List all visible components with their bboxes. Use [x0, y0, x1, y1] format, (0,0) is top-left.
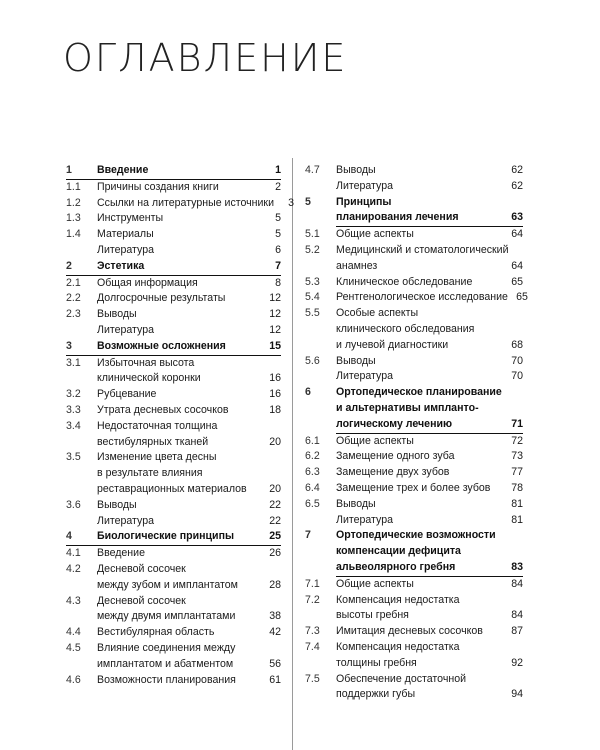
toc-entry: [305, 449, 523, 465]
toc-page-number: 28: [269, 578, 281, 591]
toc-title: Десневой сосочек: [97, 594, 186, 607]
toc-entry: [66, 276, 281, 292]
toc-number: 4: [66, 530, 72, 543]
toc-page-number: 62: [511, 164, 523, 176]
toc-title: Общие аспекты: [336, 577, 414, 590]
toc-entry: [305, 434, 523, 450]
toc-title: компенсации дефицита: [336, 545, 461, 558]
toc-page-number: 94: [511, 688, 523, 701]
toc-title: Общие аспекты: [336, 228, 414, 241]
toc-chapter: [66, 163, 281, 180]
toc-page-number: 72: [511, 434, 523, 447]
toc-page-number: 81: [511, 497, 523, 510]
toc-number: [66, 514, 97, 530]
toc-entry: [66, 356, 281, 388]
toc-title: Ортопедические возможности: [336, 529, 496, 542]
toc-number: 3.4: [66, 419, 81, 432]
toc-title: Компенсация недостатка: [336, 593, 460, 606]
toc-title: Литература: [336, 513, 393, 526]
toc-number: 4.5: [66, 641, 81, 654]
toc-title: Ссылки на литературные источники: [97, 196, 274, 209]
toc-entry: [66, 625, 281, 641]
toc-entry: [305, 354, 523, 370]
toc-page-number: 1: [275, 164, 281, 176]
toc-number: 7.2: [305, 593, 320, 606]
toc-page-number: 16: [269, 372, 281, 385]
toc-entry: [305, 624, 523, 640]
toc-number: [66, 323, 97, 339]
toc-entry: [66, 387, 281, 403]
toc-chapter: [305, 528, 523, 576]
toc-chapter: [66, 339, 281, 356]
toc-page-number: 64: [511, 259, 523, 272]
toc-page-number: 61: [269, 673, 281, 686]
toc-page-number: 5: [275, 228, 281, 241]
toc-number: 4.4: [66, 626, 81, 639]
toc-entry: [305, 497, 523, 513]
toc-number: 5.2: [305, 243, 320, 256]
toc-title: логическому лечению: [336, 417, 453, 430]
toc-title: Изменение цвета десны: [97, 451, 217, 464]
toc-entry: [66, 673, 281, 689]
toc-chapter: [305, 195, 523, 228]
toc-number: 6.1: [305, 434, 320, 447]
toc-chapter: [66, 529, 281, 546]
toc-title: клинического обследования: [336, 322, 475, 335]
toc-title: альвеолярного гребня: [336, 560, 456, 573]
toc-title: Выводы: [336, 354, 376, 367]
toc-number: [66, 243, 97, 259]
toc-number: 7.1: [305, 577, 320, 590]
toc-title: Литература: [336, 370, 393, 383]
toc-page-number: 22: [269, 514, 281, 527]
toc-title: анамнез: [336, 259, 378, 272]
toc-page-number: 70: [511, 370, 523, 383]
toc-number: 3.1: [66, 356, 81, 369]
toc-entry: [305, 163, 523, 179]
toc-chapter: [66, 259, 281, 276]
toc-page-number: 12: [269, 323, 281, 336]
toc-title: Имитация десневых сосочков: [336, 625, 483, 638]
toc-title: Особые аспекты: [336, 307, 419, 320]
toc-entry: [305, 243, 523, 275]
toc-page-number: 63: [511, 211, 523, 224]
toc-page-number: 92: [511, 656, 523, 669]
toc-left-column: [66, 163, 294, 688]
toc-entry: [305, 593, 523, 625]
toc-title: и лучевой диагностики: [336, 338, 449, 351]
toc-title: Компенсация недостатка: [336, 640, 460, 653]
toc-page-number: 68: [511, 338, 523, 351]
toc-page-number: 56: [269, 657, 281, 670]
toc-page-number: 81: [511, 513, 523, 526]
toc-entry: [66, 323, 281, 339]
toc-title: Выводы: [336, 497, 376, 510]
toc-page-number: 65: [516, 291, 528, 304]
toc-title: Литература: [97, 514, 154, 527]
toc-page-number: 6: [275, 243, 281, 256]
toc-number: 2.1: [66, 276, 81, 289]
toc-title: Замещение двух зубов: [336, 466, 450, 479]
toc-entry: [305, 577, 523, 593]
toc-page-number: 16: [269, 388, 281, 401]
toc-title: Недостаточная толщина: [97, 419, 218, 432]
toc-number: 3.6: [66, 498, 81, 511]
toc-title: Медицинский и стоматологический: [336, 243, 509, 256]
toc-number: 6.3: [305, 466, 320, 479]
toc-number: 5.5: [305, 307, 320, 320]
toc-entry: [66, 562, 281, 594]
toc-page-number: 18: [269, 403, 281, 416]
toc-page-number: 65: [511, 275, 523, 288]
toc-title: клинической коронки: [97, 372, 201, 385]
toc-number: 7.4: [305, 640, 320, 653]
toc-entry: [305, 481, 523, 497]
toc-title: Возможные осложнения: [97, 339, 226, 352]
toc-page-number: 12: [269, 292, 281, 305]
toc-entry: [66, 594, 281, 626]
toc-title: высоты гребня: [336, 609, 409, 622]
toc-number: [305, 369, 336, 385]
column-divider: [292, 158, 293, 750]
toc-number: 5.1: [305, 228, 320, 241]
toc-title: Избыточная высота: [97, 356, 195, 369]
toc-number: 3.2: [66, 388, 81, 401]
toc-title: Общая информация: [97, 276, 198, 289]
toc-number: 6.2: [305, 450, 320, 463]
toc-title: между двумя имплантатами: [97, 610, 236, 623]
toc-page-number: 83: [511, 560, 523, 573]
toc-title: Общие аспекты: [336, 434, 414, 447]
toc-title: Десневой сосочек: [97, 562, 186, 575]
toc-title: Замещение трех и более зубов: [336, 481, 491, 494]
toc-page-number: 20: [269, 435, 281, 448]
toc-entry: [66, 227, 281, 243]
toc-page-number: 12: [269, 308, 281, 321]
toc-entry: [66, 307, 281, 323]
toc-page-number: 26: [269, 547, 281, 560]
toc-title: Утрата десневых сосочков: [97, 403, 229, 416]
toc-title: поддержки губы: [336, 688, 416, 701]
toc-number: 5: [305, 195, 311, 208]
toc-entry: [66, 291, 281, 307]
toc-number: 2.3: [66, 308, 81, 321]
toc-title: Введение: [97, 547, 145, 560]
toc-page-number: 20: [269, 482, 281, 495]
toc-title: между зубом и имплантатом: [97, 578, 238, 591]
toc-page-number: 42: [269, 626, 281, 639]
toc-page-number: 78: [511, 481, 523, 494]
toc-title: Ортопедическое планирование: [336, 386, 502, 399]
toc-title: Выводы: [97, 498, 137, 511]
toc-title: реставрационных материалов: [97, 482, 247, 495]
toc-title: Литература: [97, 243, 154, 256]
toc-entry: [66, 196, 294, 212]
toc-title: Литература: [336, 179, 393, 192]
toc-number: 3: [66, 339, 72, 352]
toc-title: Литература: [97, 323, 154, 336]
toc-title: и альтернативы имплантo-: [336, 401, 479, 414]
toc-title: Принципы: [336, 195, 392, 208]
toc-page-number: 8: [275, 276, 281, 289]
toc-number: 4.7: [305, 164, 320, 176]
toc-title: Вестибулярная область: [97, 626, 215, 639]
toc-page-number: 25: [269, 530, 281, 543]
toc-number: 2.2: [66, 292, 81, 305]
toc-page-number: 22: [269, 498, 281, 511]
toc-title: Рубцевание: [97, 388, 157, 401]
toc-title: имплантатом и абатментом: [97, 657, 234, 670]
toc-page-number: 2: [275, 180, 281, 193]
toc-entry: [305, 465, 523, 481]
toc-number: 3.3: [66, 403, 81, 416]
toc-title: Биологические принципы: [97, 530, 235, 543]
toc-number: 7.3: [305, 625, 320, 638]
toc-entry: [66, 211, 281, 227]
toc-page-number: 38: [269, 610, 281, 623]
toc-title: Влияние соединения между: [97, 641, 236, 654]
toc-title: Инструменты: [97, 212, 164, 225]
toc-number: 1.2: [66, 196, 81, 209]
toc-title: в результате влияния: [97, 467, 203, 480]
toc-entry: [305, 275, 523, 291]
toc-number: [305, 513, 336, 529]
toc-page-number: 15: [269, 339, 281, 352]
toc-number: [305, 179, 336, 195]
toc-title: Введение: [97, 164, 149, 176]
toc-page-number: 62: [511, 179, 523, 192]
toc-page-number: 3: [288, 196, 294, 209]
toc-number: 4.1: [66, 547, 81, 560]
toc-entry: [66, 419, 281, 451]
toc-number: 5.4: [305, 291, 320, 304]
page-title: ОГЛАВЛЕНИЕ: [63, 36, 348, 80]
toc-title: вестибулярных тканей: [97, 435, 209, 448]
toc-entry: [305, 369, 523, 385]
toc-number: 5.6: [305, 354, 320, 367]
toc-title: Выводы: [97, 308, 137, 321]
toc-number: 1.4: [66, 228, 81, 241]
toc-entry: [66, 546, 281, 562]
toc-number: 7: [305, 529, 311, 542]
toc-title: Возможности планирования: [97, 673, 236, 686]
toc-title: Причины создания книги: [97, 180, 219, 193]
toc-page-number: 70: [511, 354, 523, 367]
toc-entry: [66, 243, 281, 259]
toc-number: 3.5: [66, 451, 81, 464]
toc-number: 4.2: [66, 562, 81, 575]
toc-entry: [66, 641, 281, 673]
toc-number: 1: [66, 164, 72, 176]
toc-number: 6.4: [305, 481, 320, 494]
toc-entry: [66, 403, 281, 419]
toc-entry: [305, 179, 523, 195]
toc-page-number: 87: [511, 625, 523, 638]
toc-page-number: 77: [511, 466, 523, 479]
toc-title: Обеспечение достаточной: [336, 672, 467, 685]
toc-title: Материалы: [97, 228, 154, 241]
toc-page-number: 84: [511, 577, 523, 590]
toc-title: Эстетика: [97, 259, 145, 272]
toc-entry: [305, 672, 523, 704]
toc-number: 1.1: [66, 180, 81, 193]
toc-entry: [305, 513, 523, 529]
toc-entry: [305, 227, 523, 243]
toc-entry: [66, 514, 281, 530]
toc-entry: [66, 180, 281, 196]
toc-number: 5.3: [305, 275, 320, 288]
toc-number: 6: [305, 386, 311, 399]
toc-title: Рентгенологическое исследование: [336, 291, 508, 304]
toc-number: 1.3: [66, 212, 81, 225]
toc-title: Клиническое обследование: [336, 275, 473, 288]
toc-title: толщины гребня: [336, 656, 417, 669]
toc-chapter: [305, 385, 523, 433]
toc-entry: [305, 290, 528, 306]
toc-entry: [66, 450, 281, 497]
toc-page-number: 5: [275, 212, 281, 225]
toc-entry: [305, 306, 523, 353]
toc-number: 4.3: [66, 594, 81, 607]
toc-number: 2: [66, 259, 72, 272]
toc-entry: [305, 640, 523, 672]
toc-entry: [66, 498, 281, 514]
toc-number: 4.6: [66, 673, 81, 686]
toc-right-column: [305, 163, 528, 703]
toc-page-number: 84: [511, 609, 523, 622]
toc-title: планирования лечения: [336, 211, 459, 224]
toc-page-number: 7: [275, 259, 281, 272]
toc-page-number: 71: [511, 417, 523, 430]
toc-title: Долгосрочные результаты: [97, 292, 226, 305]
toc-title: Выводы: [336, 164, 376, 176]
toc-title: Замещение одного зуба: [336, 450, 455, 463]
toc-number: 6.5: [305, 497, 320, 510]
toc-number: 7.5: [305, 672, 320, 685]
toc-page-number: 73: [511, 450, 523, 463]
toc-page-number: 64: [511, 228, 523, 241]
